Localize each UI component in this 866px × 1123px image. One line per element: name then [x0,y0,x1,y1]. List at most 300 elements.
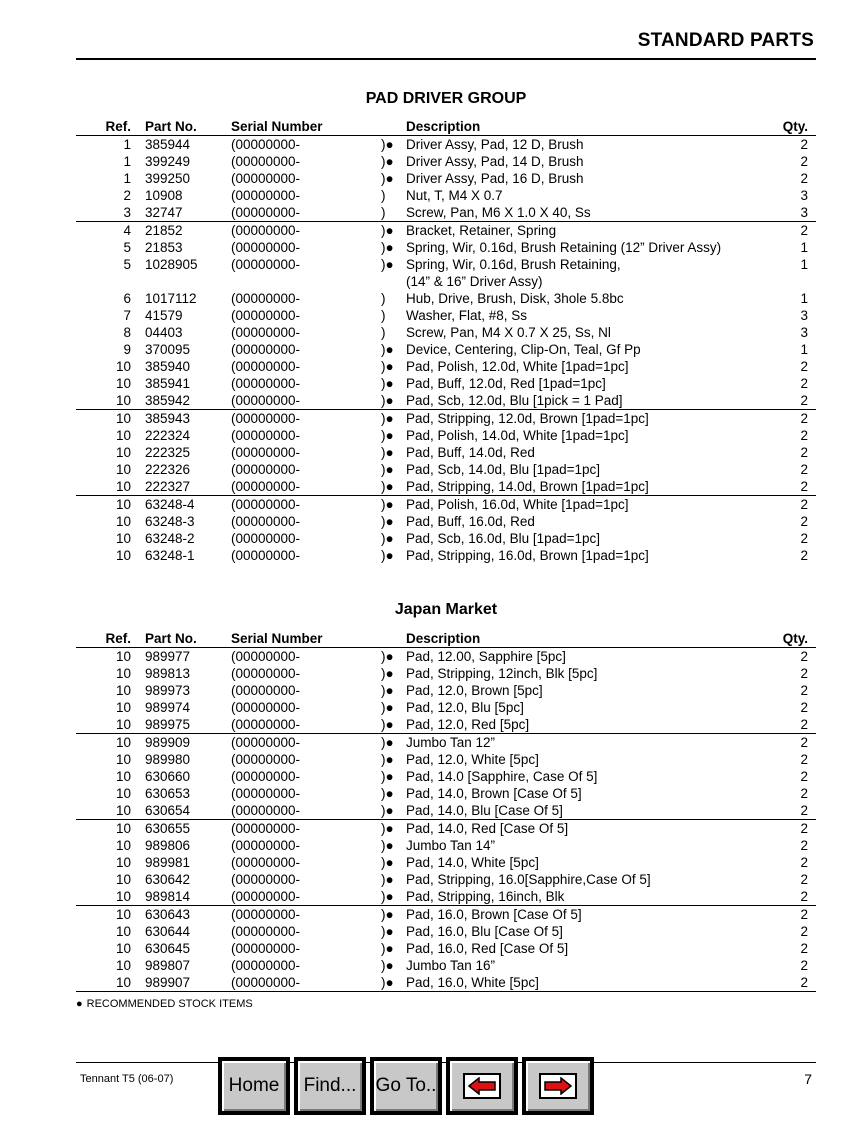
stock-marker-cell: )● [381,838,394,853]
stock-marker-cell: )● [381,786,394,801]
table-row [76,358,816,375]
stock-marker-cell: )● [381,411,394,426]
serial-number-cell: (00000000- [231,392,381,410]
description-cell [406,871,768,888]
part-number-cell: 385941 [145,376,191,391]
table-row [76,496,816,514]
ref-cell: 10 [115,838,131,853]
table-row [76,940,816,957]
ref-cell: 10 [115,514,131,529]
table-row [76,768,816,785]
description-text: Pad, Polish, 12.0d, White [1pad=1pc] [406,359,629,374]
ref-cell: 10 [76,716,145,734]
description-cell [406,153,768,170]
serial-number-cell: (00000000- [231,838,301,853]
serial-number-cell: (00000000- [231,958,301,973]
ref-cell: 10 [115,666,131,681]
serial-number-cell: (00000000- [231,821,301,836]
table-row [76,461,816,478]
ref-cell: 10 [115,376,131,391]
serial-number-cell: (00000000- [231,376,301,391]
ref-cell: 9 [123,342,131,357]
serial-number-cell: (00000000- [231,531,301,546]
description-text: Pad, Scb, 16.0d, Blu [1pad=1pc] [406,531,601,546]
serial-number-cell: (00000000- [231,802,381,820]
serial-number-cell: (00000000- [231,514,301,529]
table-row [76,648,816,666]
serial-number-cell: (00000000- [231,907,301,922]
stock-marker-cell: )● [381,683,394,698]
serial-number-cell: (00000000- [231,888,381,906]
table-row [76,871,816,888]
col-qty: Qty. [768,119,816,136]
description-cell [406,187,768,204]
ref-cell: 1 [123,137,131,152]
description-cell [406,290,768,307]
part-number-cell: 989813 [145,666,191,681]
part-number-cell: 630645 [145,941,191,956]
description-text: Driver Assy, Pad, 16 D, Brush [406,171,584,186]
part-number-cell: 385940 [145,359,191,374]
stock-marker-cell: )● [381,137,394,152]
stock-marker-cell: )● [381,154,394,169]
description-text: Screw, Pan, M4 X 0.7 X 25, Ss, Nl [406,325,611,340]
description-text: Pad, Polish, 14.0d, White [1pad=1pc] [406,428,629,443]
serial-number-cell: (00000000- [231,411,301,426]
description-cell [406,444,768,461]
part-number-cell: 630642 [145,872,191,887]
table-header-row [76,631,816,648]
table-row [76,802,816,820]
serial-number-cell: (00000000- [231,223,301,238]
part-number-cell: 1017112 [145,291,197,306]
serial-number-cell: (00000000- [231,855,301,870]
stock-marker-cell: )● [381,514,394,529]
serial-number-cell: (00000000- [231,445,301,460]
ref-cell: 10 [115,683,131,698]
ref-cell: 10 [76,392,145,410]
stock-marker-cell: )● [381,257,394,272]
description-cell [406,820,768,838]
manual-id: Tennant T5 (06-07) [80,1073,174,1085]
stock-marker-cell: )● [381,735,394,750]
description-text: Pad, Stripping, 12inch, Blk [5pc] [406,666,598,681]
stock-marker-cell: ) [381,188,386,203]
part-number-cell: 630654 [145,802,231,820]
ref-cell: 5 [123,257,131,272]
description-cell [406,923,768,940]
serial-number-cell: (00000000- [231,769,301,784]
col-serial: Serial Number [231,631,381,648]
description-cell [406,888,768,906]
description-cell [406,170,768,187]
description-text: Screw, Pan, M6 X 1.0 X 40, Ss [406,205,591,220]
description-text: Pad, Scb, 12.0d, Blu [1pick = 1 Pad] [406,393,623,408]
description-cell [406,940,768,957]
description-cell [406,734,768,752]
home-button[interactable]: Home [218,1057,290,1115]
qty-cell: 2 [800,941,808,956]
description-cell [406,751,768,768]
qty-cell: 2 [800,154,808,169]
ref-cell: 10 [115,872,131,887]
table-row [76,530,816,547]
table-row [76,392,816,410]
stock-marker-cell: )● [381,888,406,906]
part-number-cell: 630655 [145,821,191,836]
table-row [76,410,816,428]
next-page-button[interactable] [522,1057,594,1115]
serial-number-cell: (00000000- [231,924,301,939]
serial-number-cell: (00000000- [231,308,301,323]
pad-driver-parts-table [76,119,816,564]
qty-cell: 1 [800,257,808,272]
description-cell [406,854,768,871]
serial-number-cell: (00000000- [231,325,301,340]
table-row [76,222,816,240]
serial-number-cell: (00000000- [231,752,301,767]
table-row [76,665,816,682]
serial-number-cell: (00000000- [231,700,301,715]
description-text: Pad, 12.0, Blu [5pc] [406,700,524,715]
japan-market-rows [76,648,816,992]
part-number-cell: 989975 [145,716,231,734]
part-number-cell: 989973 [145,683,191,698]
description-text: Pad, Stripping, 14.0d, Brown [1pad=1pc] [406,479,649,494]
stock-marker-cell: )● [381,924,394,939]
col-mark [381,631,406,648]
qty-cell: 2 [800,786,808,801]
description-cell [406,513,768,530]
serial-number-cell: (00000000- [231,428,301,443]
ref-cell: 6 [123,291,131,306]
ref-cell: 10 [115,786,131,801]
stock-marker-cell: )● [381,445,394,460]
table-row [76,204,816,222]
ref-cell: 3 [76,204,145,222]
description-text: Pad, 12.00, Sapphire [5pc] [406,649,566,664]
part-number-cell: 222326 [145,462,191,477]
stock-marker-cell: )● [381,428,394,443]
description-text: Pad, Stripping, 16.0d, Brown [1pad=1pc] [406,548,649,563]
part-number-cell: 32747 [145,204,231,222]
serial-number-cell: (00000000- [231,171,301,186]
table-row [76,307,816,324]
table-row [76,153,816,170]
serial-number-cell: (00000000- [231,683,301,698]
qty-cell: 3 [800,325,808,340]
part-number-cell: 630653 [145,786,191,801]
qty-cell: 2 [800,531,808,546]
stock-marker-cell: )● [381,548,394,563]
description-cell [406,375,768,392]
footnote [76,998,253,1010]
stock-marker-cell: )● [381,769,394,784]
ref-cell: 10 [115,907,131,922]
description-text: Jumbo Tan 16” [406,958,496,973]
part-number-cell: 63248-2 [145,531,195,546]
table-row [76,547,816,564]
qty-cell: 2 [800,428,808,443]
table-row [76,699,816,716]
stock-marker-cell: )● [381,531,394,546]
description-cell [406,256,768,290]
description-text: Pad, 12.0, Red [5pc] [406,717,530,732]
serial-number-cell: (00000000- [231,154,301,169]
ref-cell: 10 [115,497,131,512]
table-row [76,341,816,358]
stock-marker-cell: ) [381,204,406,222]
ref-cell: 10 [115,855,131,870]
previous-page-button[interactable] [446,1057,518,1115]
description-text: Spring, Wir, 0.16d, Brush Retaining, [406,257,621,272]
qty-cell: 3 [800,188,808,203]
qty-cell: 2 [800,907,808,922]
part-number-cell: 989807 [145,958,191,973]
description-cell [406,785,768,802]
table-row [76,239,816,256]
qty-cell: 2 [800,683,808,698]
ref-cell: 10 [115,700,131,715]
ref-cell: 8 [123,325,131,340]
qty-cell: 1 [800,342,808,357]
part-number-cell: 989806 [145,838,191,853]
description-cell [406,802,768,820]
table-row [76,682,816,699]
description-cell [406,547,768,564]
ref-cell: 10 [115,752,131,767]
qty-cell: 2 [800,855,808,870]
stock-marker-cell: ) [381,325,386,340]
description-cell [406,716,768,734]
part-number-cell: 21853 [145,240,183,255]
stock-marker-cell: )● [381,821,394,836]
description-text: Driver Assy, Pad, 14 D, Brush [406,154,584,169]
description-cell [406,358,768,375]
qty-cell: 2 [800,821,808,836]
stock-marker-cell: )● [381,802,406,820]
part-number-cell: 222325 [145,445,191,460]
table-row [76,716,816,734]
qty-cell: 2 [800,649,808,664]
description-text: Nut, T, M4 X 0.7 [406,188,503,203]
ref-cell: 10 [115,462,131,477]
header-divider [76,58,816,60]
description-text: Pad, 12.0, Brown [5pc] [406,683,543,698]
ref-cell: 10 [76,888,145,906]
qty-cell: 2 [800,514,808,529]
serial-number-cell: (00000000- [231,872,301,887]
description-text: Pad, 14.0 [Sapphire, Case Of 5] [406,769,598,784]
serial-number-cell: (00000000- [231,548,301,563]
find-button[interactable]: Find... [294,1057,366,1115]
description-cell [406,906,768,924]
ref-cell: 1 [123,171,131,186]
description-text: Jumbo Tan 14” [406,838,496,853]
description-text: Pad, 14.0, Blu [Case Of 5] [406,803,563,818]
description-text: Pad, Buff, 12.0d, Red [1pad=1pc] [406,376,606,391]
part-number-cell: 630660 [145,769,191,784]
serial-number-cell: (00000000- [231,941,301,956]
description-cell [406,324,768,341]
stock-marker-cell: )● [381,462,394,477]
stock-marker-cell: )● [381,855,394,870]
part-number-cell: 63248-1 [145,548,195,563]
stock-marker-cell: )● [381,666,394,681]
qty-cell: 1 [800,240,808,255]
description-cell [406,837,768,854]
table-row [76,957,816,974]
serial-number-cell: (00000000- [231,974,381,992]
description-cell [406,974,768,992]
description-text: Bracket, Retainer, Spring [406,223,557,238]
serial-number-cell: (00000000- [231,716,381,734]
ref-cell: 10 [115,649,131,664]
part-number-cell: 385942 [145,392,231,410]
ref-cell: 10 [76,974,145,992]
qty-cell: 3 [800,308,808,323]
table-row [76,751,816,768]
stock-marker-cell: )● [381,342,394,357]
ref-cell: 10 [115,411,131,426]
col-part-no: Part No. [145,631,231,648]
ref-cell: 5 [123,240,131,255]
ref-cell: 10 [115,428,131,443]
stock-marker-cell: )● [381,392,406,410]
stock-marker-cell: )● [381,716,406,734]
qty-cell: 1 [800,291,808,306]
qty-cell: 2 [800,769,808,784]
description-text: Pad, 14.0, White [5pc] [406,855,539,870]
description-text: Pad, Stripping, 12.0d, Brown [1pad=1pc] [406,411,649,426]
serial-number-cell: (00000000- [231,204,381,222]
description-cell [406,427,768,444]
table-row [76,478,816,496]
qty-cell: 2 [800,137,808,152]
serial-number-cell: (00000000- [231,257,301,272]
table-row [76,513,816,530]
serial-number-cell: (00000000- [231,497,301,512]
description-text: Washer, Flat, #8, Ss [406,308,528,323]
description-cell [406,699,768,716]
qty-cell: 2 [768,974,816,992]
pad-driver-rows [76,136,816,565]
ref-cell: 2 [123,188,131,203]
stock-marker-cell: )● [381,907,394,922]
table-row [76,290,816,307]
table-row [76,324,816,341]
stock-marker-cell: )● [381,376,394,391]
qty-cell: 2 [800,462,808,477]
part-number-cell: 10908 [145,188,183,203]
description-cell [406,478,768,496]
description-text: Pad, 16.0, Red [Case Of 5] [406,941,569,956]
col-ref: Ref. [76,119,145,136]
part-number-cell: 222324 [145,428,191,443]
table-row [76,906,816,924]
left-arrow-icon [463,1073,501,1099]
description-cell [406,957,768,974]
description-text-line2: (14” & 16” Driver Assy) [406,274,543,289]
serial-number-cell: (00000000- [231,188,301,203]
ref-cell: 10 [115,821,131,836]
serial-number-cell: (00000000- [231,735,301,750]
table-header-row [76,119,816,136]
ref-cell: 4 [123,223,131,238]
table-row [76,888,816,906]
stock-marker-cell: ) [381,308,386,323]
part-number-cell: 989814 [145,888,231,906]
description-text: Pad, 16.0, Blu [Case Of 5] [406,924,563,939]
description-text: Spring, Wir, 0.16d, Brush Retaining (12” Driver Assy) [406,240,722,255]
table-row [76,837,816,854]
ref-cell: 10 [115,548,131,563]
qty-cell: 2 [800,359,808,374]
description-text: Driver Assy, Pad, 12 D, Brush [406,137,584,152]
ref-cell: 10 [115,735,131,750]
qty-cell: 2 [800,958,808,973]
col-qty: Qty. [768,631,816,648]
table-row [76,785,816,802]
ref-cell: 10 [115,531,131,546]
col-mark [381,119,406,136]
part-number-cell: 385943 [145,411,191,426]
goto-button[interactable]: Go To.. [370,1057,442,1115]
description-cell [406,222,768,240]
part-number-cell: 63248-3 [145,514,195,529]
ref-cell: 1 [123,154,131,169]
stock-marker-cell: )● [381,359,394,374]
japan-market-parts-table [76,631,816,992]
description-cell [406,307,768,324]
description-text: Pad, Scb, 14.0d, Blu [1pad=1pc] [406,462,601,477]
table-row [76,136,816,154]
qty-cell: 2 [800,445,808,460]
ref-cell: 10 [115,958,131,973]
qty-cell: 2 [768,888,816,906]
description-cell [406,665,768,682]
ref-cell: 10 [115,359,131,374]
col-serial: Serial Number [231,119,381,136]
description-text: Pad, Stripping, 16inch, Blk [406,889,565,904]
description-cell [406,648,768,666]
stock-marker-cell: )● [381,872,394,887]
description-text: Pad, 16.0, White [5pc] [406,975,539,990]
page-title: STANDARD PARTS [637,30,814,51]
ref-cell: 10 [115,445,131,460]
description-text: Pad, Stripping, 16.0[Sapphire,Case Of 5] [406,872,651,887]
ref-cell: 10 [115,924,131,939]
qty-cell: 2 [800,376,808,391]
description-text: Pad, 14.0, Red [Case Of 5] [406,821,569,836]
part-number-cell: 399250 [145,171,191,186]
bullet-icon: ● [76,998,83,1010]
stock-marker-cell: )● [381,958,394,973]
page-number: 7 [804,1071,812,1087]
description-text: Jumbo Tan 12” [406,735,496,750]
stock-marker-cell: )● [381,941,394,956]
stock-marker-cell: )● [381,223,394,238]
part-number-cell: 1028905 [145,257,198,272]
serial-number-cell: (00000000- [231,291,301,306]
part-number-cell: 989907 [145,974,231,992]
ref-cell: 10 [76,478,145,496]
qty-cell: 2 [768,478,816,496]
table-row [76,734,816,752]
table-row [76,444,816,461]
part-number-cell: 41579 [145,308,183,323]
part-number-cell: 370095 [145,342,191,357]
